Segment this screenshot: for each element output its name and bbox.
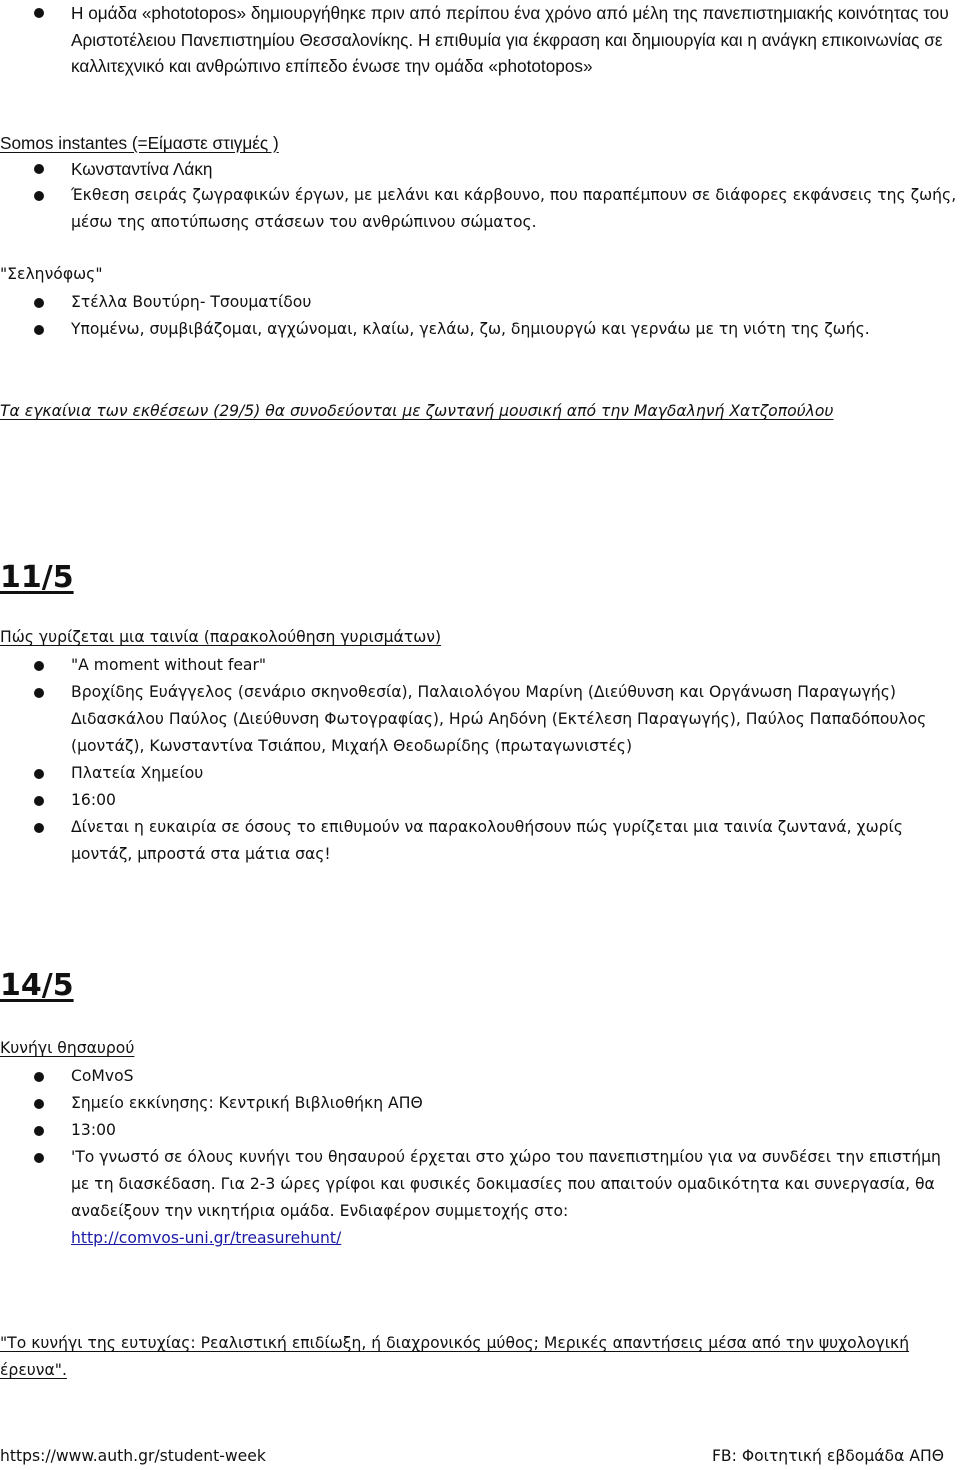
list-item bbox=[0, 787, 958, 814]
intro-text: Η ομάδα «phototopos» δημιουργήθηκε πριν από περίπου ένα χρόνο από μέλη της πανεπιστημιακής κοινότητας του Αριστοτέλειου Πανεπιστημίου Θεσσαλονίκης. Η επιθυμία για έκφραση και δημιουργία και η ανάγκη επικοινωνίας σε καλλιτεχνικό και ανθρώπινο επίπεδο ένωσε την ομάδα «phototopos» bbox=[71, 3, 949, 76]
bullet-icon bbox=[34, 1126, 44, 1136]
list-item bbox=[0, 1090, 958, 1117]
list-item-text: Δίνεται η ευκαιρία σε όσους το επιθυμούν να παρακολουθήσουν πώς γυρίζεται μια ταινία ζωντανά, χωρίς μοντάζ, μπροστά στα μάτια σας! bbox=[71, 818, 903, 863]
list-item-text: Πλατεία Χημείου bbox=[71, 764, 204, 782]
bullet-icon bbox=[34, 1153, 44, 1163]
section-title-selinofos: "Σεληνόφως" bbox=[0, 265, 103, 283]
treasure-hunt-list bbox=[0, 1063, 958, 1252]
list-item bbox=[0, 814, 958, 868]
footer-facebook: FB: Φοιτητική εβδομάδα ΑΠΘ bbox=[711, 1447, 944, 1465]
bullet-icon bbox=[34, 164, 44, 174]
list-item-text: 13:00 bbox=[71, 1121, 116, 1139]
list-item-text: Βροχίδης Ευάγγελος (σενάριο σκηνοθεσία), Παλαιολόγου Μαρίνη (Διεύθυνση και Οργάνωση Παραγωγής) Διδασκάλου Παύλος (Διεύθυνση Φωτογραφίας), Ηρώ Αηδόνη (Εκτέλεση Παραγωγής), Παύλος Παπαδόπουλος (μοντάζ), Κωνσταντίνα Τσιάπου, Μιχαήλ Θεοδωρίδης (πρωταγωνιστές) bbox=[71, 683, 927, 755]
opening-note: Τα εγκαίνια των εκθέσεων (29/5) θα συνοδεύονται με ζωντανή μουσική από την Μαγδαληνή Χατζοπούλου bbox=[0, 402, 834, 420]
bullet-icon bbox=[34, 769, 44, 779]
list-item-text: Έκθεση σειράς ζωγραφικών έργων, με μελάνι και κάρβουνο, που παραπέμπουν σε διάφορες εκφάνσεις της ζωής, μέσω της αποτύπωσης στάσεων του ανθρώπινου σώματος. bbox=[71, 186, 957, 231]
section-title-somos: Somos instantes (=Είμαστε στιγμές ) bbox=[0, 133, 279, 153]
somos-list bbox=[0, 156, 958, 183]
list-item bbox=[0, 1063, 958, 1090]
bullet-icon bbox=[34, 298, 44, 308]
lecture-title: "Το κυνήγι της ευτυχίας: Ρεαλιστική επιδίωξη, ή διαχρονικός μύθος; Μερικές απαντήσεις μέσα από την ψυχολογική έρευνα". bbox=[0, 1334, 910, 1379]
list-item bbox=[0, 182, 958, 236]
list-item-text: Στέλλα Βουτύρη- Τσουματίδου bbox=[71, 293, 312, 311]
bullet-icon bbox=[34, 1099, 44, 1109]
treasure-hunt-link[interactable]: http://comvos-uni.gr/treasurehunt/ bbox=[71, 1229, 342, 1247]
bullet-icon bbox=[34, 191, 44, 201]
list-item bbox=[0, 1144, 958, 1252]
footer-website: https://www.auth.gr/student-week bbox=[0, 1447, 266, 1465]
bullet-icon bbox=[34, 796, 44, 806]
list-item-text: "A moment without fear" bbox=[71, 656, 267, 674]
date-heading-11-5: 11/5 bbox=[0, 560, 74, 595]
list-item-text: Κωνσταντίνα Λάκη bbox=[71, 159, 213, 179]
list-item-text: Σημείο εκκίνησης: Κεντρική Βιβλιοθήκη ΑΠΘ bbox=[71, 1094, 423, 1112]
bullet-icon bbox=[34, 1072, 44, 1082]
section-title-treasure-hunt: Κυνήγι θησαυρού bbox=[0, 1039, 135, 1057]
list-item-text: 'Το γνωστό σε όλους κυνήγι του θησαυρού έρχεται στο χώρο του πανεπιστημίου για να συνδέσει την επιστήμη με τη διασκέδαση. Για 2-3 ώρες γρίφοι και φυσικές δοκιμασίες που απαιτούν ομαδικότητα και συνεργασία, θα αναδείξουν την νικητήρια ομάδα. Ενδιαφέρον συμμετοχής στο: bbox=[71, 1148, 941, 1220]
somos-list-2 bbox=[0, 182, 958, 236]
list-item bbox=[0, 760, 958, 787]
bullet-icon bbox=[34, 688, 44, 698]
list-item bbox=[0, 0, 958, 80]
intro-list bbox=[0, 0, 958, 80]
bullet-icon bbox=[34, 8, 44, 18]
selinofos-list bbox=[0, 289, 958, 343]
list-item bbox=[0, 289, 958, 316]
film-list bbox=[0, 652, 958, 868]
list-item-text: CoMvoS bbox=[71, 1067, 134, 1085]
list-item-text: Υπομένω, συμβιβάζομαι, αγχώνομαι, κλαίω, γελάω, ζω, δημιουργώ και γερνάω με τη νιότη της ζωής. bbox=[71, 320, 870, 338]
list-item bbox=[0, 679, 958, 760]
list-item-text: 16:00 bbox=[71, 791, 116, 809]
list-item bbox=[0, 316, 958, 343]
list-item bbox=[0, 1117, 958, 1144]
list-item bbox=[0, 156, 958, 183]
date-heading-14-5: 14/5 bbox=[0, 968, 74, 1003]
section-title-film: Πώς γυρίζεται μια ταινία (παρακολούθηση γυρισμάτων) bbox=[0, 628, 442, 646]
bullet-icon bbox=[34, 325, 44, 335]
list-item bbox=[0, 652, 958, 679]
bullet-icon bbox=[34, 661, 44, 671]
bullet-icon bbox=[34, 823, 44, 833]
